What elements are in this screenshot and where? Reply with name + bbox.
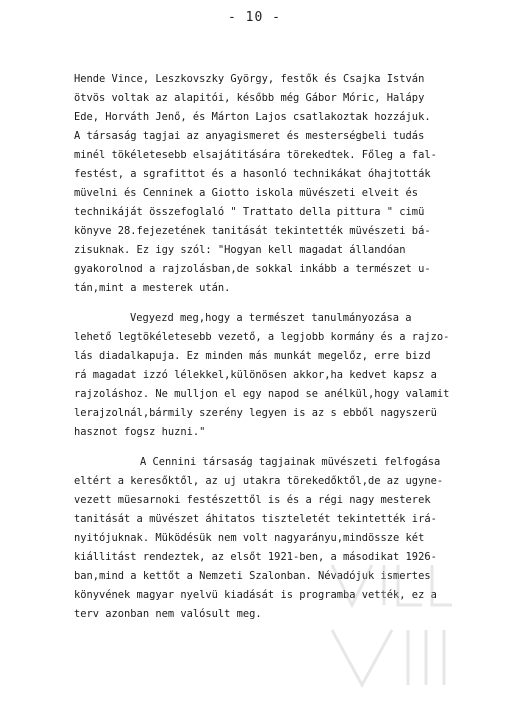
text-line: hasznot fogsz huzni." bbox=[74, 426, 206, 438]
text-line: Vegyezd meg,hogy a természet tanulmányozása a bbox=[130, 312, 412, 324]
watermark-logo bbox=[322, 545, 472, 695]
paragraph-1 bbox=[74, 70, 466, 298]
text-line: rajzoláshoz. Ne mulljon el egy napod se anélkül,hogy valamit bbox=[74, 388, 450, 400]
text-line: technikáját összefoglaló " Trattato della pittura " cimü bbox=[74, 206, 425, 218]
text-line: tán,mint a mesterek után. bbox=[74, 282, 231, 294]
text-line: lehető legtökéletesebb vezető, a legjobb kormány és a rajzo- bbox=[74, 331, 450, 343]
text-line: tanitását a müvészet áhitatos tiszteletét tekintették irá- bbox=[74, 513, 437, 525]
text-line: müvelni és Cenninek a Giotto iskola müvészeti elveit és bbox=[74, 187, 419, 199]
text-line: nyitójuknak. Müködésük nem volt nagyarányu,mindössze két bbox=[74, 532, 425, 544]
text-line: ban,mind a kettőt a Nemzeti Szalonban. Névadójuk ismertes bbox=[74, 570, 431, 582]
text-line: minél tökéletesebb elsajátitására törekedtek. Főleg a fal- bbox=[74, 149, 437, 161]
text-line: kiállitást rendeztek, az elsőt 1921-ben, a másodikat 1926- bbox=[74, 551, 437, 563]
text-line: könyvének magyar nyelvü kiadását is programba vették, ez a bbox=[74, 589, 437, 601]
paragraph-gap bbox=[74, 442, 466, 453]
paragraph-2 bbox=[74, 309, 466, 442]
text-line: rá magadat izzó lélekkel,különösen akkor,ha kedvet kapsz a bbox=[74, 369, 437, 381]
page-number: - 10 - bbox=[228, 10, 281, 25]
text-line: A társaság tagjai az anyagismeret és mesterségbeli tudás bbox=[74, 130, 425, 142]
text-line: zisuknak. Ez igy szól: "Hogyan kell magadat állandóan bbox=[74, 244, 406, 256]
text-line: terv azonban nem valósult meg. bbox=[74, 608, 262, 620]
text-line: A Cennini társaság tagjainak müvészeti felfogása bbox=[140, 456, 441, 468]
text-line: festést, a sgrafittot és a hasonló technikákat óhajtották bbox=[74, 168, 431, 180]
paragraph-gap bbox=[74, 298, 466, 309]
body-text bbox=[74, 70, 466, 624]
text-line: lás diadalkapuja. Ez minden más munkát megelőz, erre bizd bbox=[74, 350, 431, 362]
text-line: vezett müesarnoki festészettől is és a régi nagy mesterek bbox=[74, 494, 431, 506]
text-line: eltért a keresőktől, az uj utakra törekedőktől,de az ugyne- bbox=[74, 475, 444, 487]
text-line: lerajzolnál,bármily szerény legyen is az s ebből nagyszerü bbox=[74, 407, 437, 419]
text-line: Ede, Horváth Jenő, és Márton Lajos csatlakoztak hozzájuk. bbox=[74, 111, 431, 123]
text-line: ötvös voltak az alapitói, később még Gábor Móric, Halápy bbox=[74, 92, 425, 104]
text-line: könyve 28.fejezetének tanitását tekintették müvészeti bá- bbox=[74, 225, 431, 237]
text-line: Hende Vince, Leszkovszky György, festők és Csajka István bbox=[74, 73, 425, 85]
text-line: gyakorolnod a rajzolásban,de sokkal inkább a természet u- bbox=[74, 263, 431, 275]
